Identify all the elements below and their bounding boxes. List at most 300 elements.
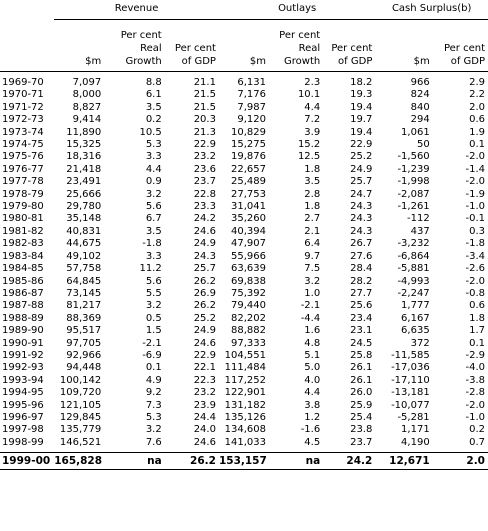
outlays-growth-cell: 4.0 bbox=[304, 374, 321, 386]
table-row bbox=[0, 102, 488, 114]
outlays-gdp-cell: 23.8 bbox=[350, 424, 373, 436]
outlays-cell: 122,901 bbox=[224, 387, 266, 399]
outlays-gdp-cell: 25.9 bbox=[350, 399, 373, 411]
surplus-gdp-cell: -2.0 bbox=[465, 275, 485, 287]
surplus-cell: 840 bbox=[410, 101, 430, 113]
outlays-cell: 75,392 bbox=[231, 287, 266, 299]
outlays-cell: 7,176 bbox=[237, 89, 266, 101]
revenue-growth-cell: 3.2 bbox=[145, 188, 162, 200]
revenue-cell: 109,720 bbox=[59, 387, 102, 399]
revenue-cell: 135,779 bbox=[59, 424, 102, 436]
table-row bbox=[0, 127, 488, 139]
outlays-growth-cell: 4.5 bbox=[304, 436, 321, 448]
table-row bbox=[0, 387, 488, 399]
outlays-gdp-cell: 25.8 bbox=[350, 349, 373, 361]
outlays-cell: 104,551 bbox=[224, 349, 266, 361]
surplus-cell: 1,061 bbox=[401, 126, 430, 138]
year-cell: 1995-96 bbox=[2, 399, 44, 411]
table-row bbox=[0, 263, 488, 275]
surplus-dollars-header: $m bbox=[413, 56, 430, 67]
outlays-gdp-cell: 26.0 bbox=[350, 387, 373, 399]
outlays-gdp-header: Per cent of GDP bbox=[331, 43, 373, 67]
revenue-growth-cell: 0.9 bbox=[145, 176, 162, 188]
revenue-growth-cell: 9.2 bbox=[145, 387, 162, 399]
revenue-cell: 121,105 bbox=[59, 399, 102, 411]
surplus-cell: 50 bbox=[416, 139, 430, 151]
table-row bbox=[0, 362, 488, 374]
surplus-gdp-cell: -0.8 bbox=[465, 287, 485, 299]
total-surplus-gdp-cell: 2.0 bbox=[433, 453, 488, 470]
revenue-growth-cell: 3.2 bbox=[145, 300, 162, 312]
revenue-gdp-cell: 24.6 bbox=[193, 225, 216, 237]
outlays-cell: 111,484 bbox=[224, 362, 266, 374]
year-cell: 1992-93 bbox=[2, 362, 44, 374]
table-row bbox=[0, 288, 488, 300]
surplus-gdp-cell: -1.0 bbox=[465, 201, 485, 213]
total-outlays-cell: 153,157 bbox=[219, 453, 269, 470]
table-row bbox=[0, 338, 488, 350]
revenue-gdp-cell: 24.0 bbox=[193, 424, 216, 436]
revenue-growth-cell: 4.4 bbox=[145, 163, 162, 175]
revenue-gdp-cell: 26.2 bbox=[193, 300, 216, 312]
year-cell: 1991-92 bbox=[2, 349, 44, 361]
outlays-growth-cell: 1.8 bbox=[304, 201, 321, 213]
column-header-row bbox=[0, 20, 488, 72]
year-cell: 1989-90 bbox=[2, 325, 44, 337]
revenue-cell: 29,780 bbox=[66, 201, 102, 213]
total-year-cell: 1999-00 bbox=[0, 453, 54, 470]
year-cell: 1972-73 bbox=[2, 114, 44, 126]
surplus-cell: 966 bbox=[410, 77, 430, 88]
table-row bbox=[0, 226, 488, 238]
outlays-gdp-cell: 28.2 bbox=[350, 275, 373, 287]
outlays-growth-cell: 2.1 bbox=[304, 225, 321, 237]
revenue-growth-cell: 0.1 bbox=[145, 362, 162, 374]
revenue-gdp-cell: 23.2 bbox=[193, 151, 216, 163]
outlays-growth-cell: 2.3 bbox=[304, 77, 321, 88]
year-cell: 1973-74 bbox=[2, 126, 44, 138]
outlays-growth-cell: 4.4 bbox=[304, 101, 321, 113]
revenue-gdp-cell: 23.2 bbox=[193, 387, 216, 399]
year-cell: 1981-82 bbox=[2, 225, 44, 237]
outlays-cell: 22,657 bbox=[231, 163, 266, 175]
outlays-growth-cell: 1.0 bbox=[304, 287, 321, 299]
table-row bbox=[0, 201, 488, 213]
table-row bbox=[0, 251, 488, 263]
revenue-group-header: Revenue bbox=[54, 0, 219, 20]
revenue-cell: 92,966 bbox=[66, 349, 102, 361]
revenue-gdp-cell: 24.9 bbox=[193, 238, 216, 250]
year-cell: 1997-98 bbox=[2, 424, 44, 436]
outlays-cell: 31,041 bbox=[231, 201, 266, 213]
revenue-gdp-cell: 24.3 bbox=[193, 250, 216, 262]
revenue-gdp-cell: 24.9 bbox=[193, 325, 216, 337]
outlays-growth-cell: 7.5 bbox=[304, 263, 321, 275]
revenue-gdp-cell: 23.7 bbox=[193, 176, 216, 188]
revenue-gdp-cell: 25.7 bbox=[193, 263, 216, 275]
revenue-gdp-cell: 26.9 bbox=[193, 287, 216, 299]
outlays-growth-cell: 2.8 bbox=[304, 188, 321, 200]
revenue-cell: 18,316 bbox=[66, 151, 102, 163]
outlays-cell: 35,260 bbox=[231, 213, 266, 225]
revenue-growth-cell: -2.1 bbox=[142, 337, 162, 349]
year-cell: 1990-91 bbox=[2, 337, 44, 349]
table-row bbox=[0, 437, 488, 453]
table-row bbox=[0, 400, 488, 412]
outlays-growth-cell: 6.4 bbox=[304, 238, 321, 250]
outlays-growth-cell: 9.7 bbox=[304, 250, 321, 262]
table-row bbox=[0, 72, 488, 90]
revenue-growth-cell: 5.6 bbox=[145, 201, 162, 213]
outlays-growth-cell: 3.5 bbox=[304, 176, 321, 188]
outlays-cell: 134,608 bbox=[224, 424, 266, 436]
revenue-cell: 95,517 bbox=[66, 325, 102, 337]
outlays-gdp-cell: 19.7 bbox=[350, 114, 373, 126]
outlays-cell: 79,440 bbox=[231, 300, 266, 312]
outlays-cell: 15,275 bbox=[231, 139, 266, 151]
revenue-growth-cell: 3.3 bbox=[145, 151, 162, 163]
revenue-growth-cell: 11.2 bbox=[139, 263, 162, 275]
surplus-gdp-cell: -1.9 bbox=[465, 188, 485, 200]
outlays-gdp-cell: 25.7 bbox=[350, 176, 373, 188]
revenue-cell: 11,890 bbox=[66, 126, 102, 138]
outlays-cell: 40,394 bbox=[231, 225, 266, 237]
revenue-growth-cell: 5.5 bbox=[145, 287, 162, 299]
table-row bbox=[0, 89, 488, 101]
surplus-cell: -13,181 bbox=[391, 387, 430, 399]
outlays-growth-cell: 5.1 bbox=[304, 349, 321, 361]
outlays-gdp-cell: 19.3 bbox=[350, 89, 373, 101]
surplus-gdp-cell: 1.8 bbox=[469, 312, 485, 324]
outlays-growth-cell: 10.1 bbox=[297, 89, 321, 101]
revenue-growth-cell: 10.5 bbox=[139, 126, 162, 138]
surplus-gdp-cell: -4.0 bbox=[465, 362, 485, 374]
total-outlays-growth-cell: na bbox=[269, 453, 323, 470]
year-cell: 1974-75 bbox=[2, 139, 44, 151]
year-subheader-cell bbox=[0, 20, 54, 72]
surplus-gdp-cell: -3.4 bbox=[465, 250, 485, 262]
table-row bbox=[0, 176, 488, 188]
surplus-gdp-cell: 2.2 bbox=[469, 89, 485, 101]
year-cell: 1993-94 bbox=[2, 374, 44, 386]
outlays-gdp-cell: 27.7 bbox=[350, 287, 373, 299]
outlays-growth-cell: 1.6 bbox=[304, 325, 321, 337]
outlays-growth-header: Per cent Real Growth bbox=[279, 30, 321, 67]
revenue-gdp-cell: 23.6 bbox=[193, 163, 216, 175]
revenue-growth-cell: 3.5 bbox=[145, 101, 162, 113]
revenue-growth-cell: 3.3 bbox=[145, 250, 162, 262]
surplus-cell: -1,261 bbox=[397, 201, 430, 213]
revenue-growth-cell: 1.5 bbox=[145, 325, 162, 337]
outlays-growth-cell: 4.8 bbox=[304, 337, 321, 349]
revenue-growth-cell: 8.8 bbox=[145, 77, 162, 88]
surplus-gdp-cell: 0.7 bbox=[469, 436, 485, 448]
revenue-growth-cell: 7.3 bbox=[145, 399, 162, 411]
surplus-cell: -5,881 bbox=[397, 263, 430, 275]
year-cell: 1998-99 bbox=[2, 436, 44, 448]
outlays-gdp-cell: 24.3 bbox=[350, 201, 373, 213]
table-row bbox=[0, 412, 488, 424]
table-row bbox=[0, 313, 488, 325]
total-outlays-gdp-cell: 24.2 bbox=[323, 453, 375, 470]
year-cell: 1994-95 bbox=[2, 387, 44, 399]
surplus-cell: 1,777 bbox=[401, 300, 430, 312]
outlays-gdp-cell: 22.9 bbox=[350, 139, 373, 151]
outlays-cell: 141,033 bbox=[224, 436, 266, 448]
revenue-growth-cell: -6.9 bbox=[142, 349, 162, 361]
surplus-cell: -11,585 bbox=[391, 349, 430, 361]
outlays-gdp-cell: 26.7 bbox=[350, 238, 373, 250]
surplus-gdp-cell: -1.8 bbox=[465, 238, 485, 250]
surplus-cell: -2,247 bbox=[397, 287, 430, 299]
surplus-gdp-cell: -2.0 bbox=[465, 399, 485, 411]
surplus-gdp-cell: 1.9 bbox=[469, 126, 485, 138]
revenue-cell: 15,325 bbox=[66, 139, 102, 151]
revenue-dollars-header: $m bbox=[85, 56, 102, 67]
outlays-gdp-cell: 28.4 bbox=[350, 263, 373, 275]
revenue-gdp-cell: 22.1 bbox=[193, 362, 216, 374]
outlays-growth-cell: 2.7 bbox=[304, 213, 321, 225]
cash-surplus-group-header: Cash Surplus(b) bbox=[375, 0, 488, 20]
surplus-gdp-cell: 0.6 bbox=[469, 114, 485, 126]
outlays-cell: 135,126 bbox=[224, 411, 266, 423]
surplus-gdp-cell: -2.8 bbox=[465, 387, 485, 399]
table-row bbox=[0, 375, 488, 387]
revenue-cell: 40,831 bbox=[66, 225, 102, 237]
year-header-cell bbox=[0, 0, 54, 20]
year-cell: 1985-86 bbox=[2, 275, 44, 287]
table-row bbox=[0, 350, 488, 362]
revenue-gdp-cell: 25.2 bbox=[193, 312, 216, 324]
revenue-cell: 25,666 bbox=[66, 188, 102, 200]
year-cell: 1978-79 bbox=[2, 188, 44, 200]
revenue-cell: 44,675 bbox=[66, 238, 102, 250]
surplus-gdp-cell: -1.4 bbox=[465, 163, 485, 175]
revenue-growth-cell: 3.5 bbox=[145, 225, 162, 237]
outlays-cell: 6,131 bbox=[237, 77, 266, 88]
surplus-gdp-cell: 2.9 bbox=[469, 77, 485, 88]
revenue-gdp-cell: 24.2 bbox=[193, 213, 216, 225]
revenue-gdp-cell: 22.9 bbox=[193, 139, 216, 151]
outlays-cell: 63,639 bbox=[231, 263, 266, 275]
revenue-gdp-cell: 24.4 bbox=[193, 411, 216, 423]
table-row bbox=[0, 276, 488, 288]
year-cell: 1986-87 bbox=[2, 287, 44, 299]
revenue-gdp-cell: 22.9 bbox=[193, 349, 216, 361]
surplus-cell: 1,171 bbox=[401, 424, 430, 436]
table-row bbox=[0, 164, 488, 176]
surplus-gdp-cell: 0.1 bbox=[469, 337, 485, 349]
revenue-cell: 81,217 bbox=[66, 300, 102, 312]
revenue-growth-cell: 6.1 bbox=[145, 89, 162, 101]
surplus-cell: -2,087 bbox=[397, 188, 430, 200]
outlays-gdp-cell: 26.1 bbox=[350, 362, 373, 374]
outlays-group-header: Outlays bbox=[219, 0, 375, 20]
surplus-gdp-cell: 1.7 bbox=[469, 325, 485, 337]
year-cell: 1977-78 bbox=[2, 176, 44, 188]
surplus-cell: -4,993 bbox=[397, 275, 430, 287]
year-cell: 1969-70 bbox=[2, 77, 44, 88]
outlays-gdp-cell: 25.4 bbox=[350, 411, 373, 423]
outlays-growth-cell: 3.2 bbox=[304, 275, 321, 287]
revenue-cell: 97,705 bbox=[66, 337, 102, 349]
table-row bbox=[0, 213, 488, 225]
revenue-gdp-cell: 21.5 bbox=[193, 89, 216, 101]
revenue-gdp-cell: 24.6 bbox=[193, 337, 216, 349]
surplus-cell: 6,167 bbox=[401, 312, 430, 324]
outlays-gdp-cell: 25.2 bbox=[350, 151, 373, 163]
outlays-cell: 117,252 bbox=[224, 374, 266, 386]
outlays-growth-cell: 12.5 bbox=[297, 151, 321, 163]
surplus-gdp-header: Per cent of GDP bbox=[443, 43, 485, 67]
outlays-gdp-cell: 24.3 bbox=[350, 213, 373, 225]
outlays-dollars-header: $m bbox=[249, 56, 266, 67]
outlays-cell: 55,966 bbox=[231, 250, 266, 262]
surplus-gdp-cell: 0.6 bbox=[469, 300, 485, 312]
surplus-cell: -3,232 bbox=[397, 238, 430, 250]
revenue-cell: 57,758 bbox=[66, 263, 102, 275]
revenue-growth-header: Per cent Real Growth bbox=[120, 30, 162, 67]
table-row bbox=[0, 238, 488, 250]
revenue-cell: 8,000 bbox=[72, 89, 102, 101]
outlays-cell: 19,876 bbox=[231, 151, 266, 163]
revenue-cell: 129,845 bbox=[59, 411, 102, 423]
outlays-gdp-cell: 27.6 bbox=[350, 250, 373, 262]
revenue-cell: 23,491 bbox=[66, 176, 102, 188]
total-surplus-cell: 12,671 bbox=[375, 453, 432, 470]
table-row bbox=[0, 189, 488, 201]
revenue-growth-cell: 3.2 bbox=[145, 424, 162, 436]
outlays-growth-cell: 3.8 bbox=[304, 399, 321, 411]
outlays-gdp-cell: 24.3 bbox=[350, 225, 373, 237]
revenue-cell: 100,142 bbox=[59, 374, 102, 386]
revenue-cell: 8,827 bbox=[72, 101, 102, 113]
outlays-gdp-cell: 23.4 bbox=[350, 312, 373, 324]
revenue-gdp-cell: 23.9 bbox=[193, 399, 216, 411]
surplus-cell: -17,110 bbox=[391, 374, 430, 386]
revenue-cell: 88,369 bbox=[66, 312, 102, 324]
outlays-gdp-cell: 24.5 bbox=[350, 337, 373, 349]
surplus-gdp-cell: 2.0 bbox=[469, 101, 485, 113]
surplus-gdp-cell: -2.0 bbox=[465, 151, 485, 163]
year-cell: 1988-89 bbox=[2, 312, 44, 324]
surplus-cell: -10,077 bbox=[391, 399, 430, 411]
revenue-gdp-cell: 26.2 bbox=[193, 275, 216, 287]
revenue-growth-cell: 0.2 bbox=[145, 114, 162, 126]
surplus-cell: -112 bbox=[406, 213, 430, 225]
revenue-growth-cell: 0.5 bbox=[145, 312, 162, 324]
year-cell: 1984-85 bbox=[2, 263, 44, 275]
outlays-cell: 47,907 bbox=[231, 238, 266, 250]
outlays-cell: 69,838 bbox=[231, 275, 266, 287]
revenue-cell: 9,414 bbox=[72, 114, 102, 126]
table-row bbox=[0, 300, 488, 312]
table-row bbox=[0, 325, 488, 337]
revenue-growth-cell: 4.9 bbox=[145, 374, 162, 386]
table-body bbox=[0, 72, 488, 453]
surplus-cell: 372 bbox=[410, 337, 430, 349]
revenue-gdp-header: Per cent of GDP bbox=[174, 43, 216, 67]
year-cell: 1979-80 bbox=[2, 201, 44, 213]
revenue-cell: 73,145 bbox=[66, 287, 102, 299]
revenue-cell: 21,418 bbox=[66, 163, 102, 175]
outlays-growth-cell: 7.2 bbox=[304, 114, 321, 126]
surplus-gdp-cell: -1.0 bbox=[465, 411, 485, 423]
revenue-gdp-cell: 21.3 bbox=[193, 126, 216, 138]
total-revenue-gdp-cell: 26.2 bbox=[165, 453, 219, 470]
year-cell: 1970-71 bbox=[2, 89, 44, 101]
outlays-growth-cell: 4.4 bbox=[304, 387, 321, 399]
year-cell: 1987-88 bbox=[2, 300, 44, 312]
surplus-gdp-cell: -2.9 bbox=[465, 349, 485, 361]
revenue-gdp-cell: 21.1 bbox=[193, 77, 216, 88]
outlays-cell: 25,489 bbox=[231, 176, 266, 188]
surplus-cell: -6,864 bbox=[397, 250, 430, 262]
revenue-growth-cell: 5.3 bbox=[145, 411, 162, 423]
outlays-gdp-cell: 23.7 bbox=[350, 436, 373, 448]
year-cell: 1971-72 bbox=[2, 101, 44, 113]
revenue-gdp-cell: 20.3 bbox=[193, 114, 216, 126]
outlays-gdp-cell: 25.6 bbox=[350, 300, 373, 312]
revenue-cell: 49,102 bbox=[66, 250, 102, 262]
total-row bbox=[0, 453, 488, 470]
outlays-growth-cell: 1.2 bbox=[304, 411, 321, 423]
outlays-growth-cell: -1.6 bbox=[300, 424, 321, 436]
surplus-cell: -1,998 bbox=[397, 176, 430, 188]
surplus-gdp-cell: -0.1 bbox=[465, 213, 485, 225]
outlays-gdp-cell: 18.2 bbox=[350, 77, 373, 88]
table-row bbox=[0, 114, 488, 126]
table-row bbox=[0, 139, 488, 151]
outlays-cell: 9,120 bbox=[237, 114, 266, 126]
surplus-cell: -1,239 bbox=[397, 163, 430, 175]
revenue-cell: 64,845 bbox=[66, 275, 102, 287]
surplus-gdp-cell: 0.3 bbox=[469, 225, 485, 237]
surplus-cell: 6,635 bbox=[401, 325, 430, 337]
surplus-cell: 437 bbox=[410, 225, 430, 237]
surplus-cell: -17,036 bbox=[391, 362, 430, 374]
year-cell: 1975-76 bbox=[2, 151, 44, 163]
revenue-growth-cell: 5.6 bbox=[145, 275, 162, 287]
surplus-cell: 824 bbox=[410, 89, 430, 101]
revenue-gdp-cell: 24.6 bbox=[193, 436, 216, 448]
year-cell: 1980-81 bbox=[2, 213, 44, 225]
outlays-cell: 97,333 bbox=[231, 337, 266, 349]
revenue-gdp-cell: 21.5 bbox=[193, 101, 216, 113]
outlays-gdp-cell: 23.1 bbox=[350, 325, 373, 337]
revenue-cell: 146,521 bbox=[59, 436, 102, 448]
outlays-cell: 10,829 bbox=[231, 126, 266, 138]
year-cell: 1996-97 bbox=[2, 411, 44, 423]
surplus-gdp-cell: -2.0 bbox=[465, 176, 485, 188]
revenue-gdp-cell: 22.8 bbox=[193, 188, 216, 200]
outlays-growth-cell: 3.9 bbox=[304, 126, 321, 138]
outlays-cell: 88,882 bbox=[231, 325, 266, 337]
group-header-row bbox=[0, 0, 488, 20]
surplus-cell: -1,560 bbox=[397, 151, 430, 163]
table-row bbox=[0, 424, 488, 436]
outlays-cell: 82,202 bbox=[231, 312, 266, 324]
surplus-gdp-cell: -2.6 bbox=[465, 263, 485, 275]
total-revenue-growth-cell: na bbox=[104, 453, 164, 470]
outlays-gdp-cell: 24.7 bbox=[350, 188, 373, 200]
outlays-cell: 7,987 bbox=[237, 101, 266, 113]
revenue-gdp-cell: 23.3 bbox=[193, 201, 216, 213]
outlays-growth-cell: 1.8 bbox=[304, 163, 321, 175]
outlays-growth-cell: -2.1 bbox=[300, 300, 321, 312]
surplus-cell: 4,190 bbox=[401, 436, 430, 448]
outlays-cell: 27,753 bbox=[231, 188, 266, 200]
